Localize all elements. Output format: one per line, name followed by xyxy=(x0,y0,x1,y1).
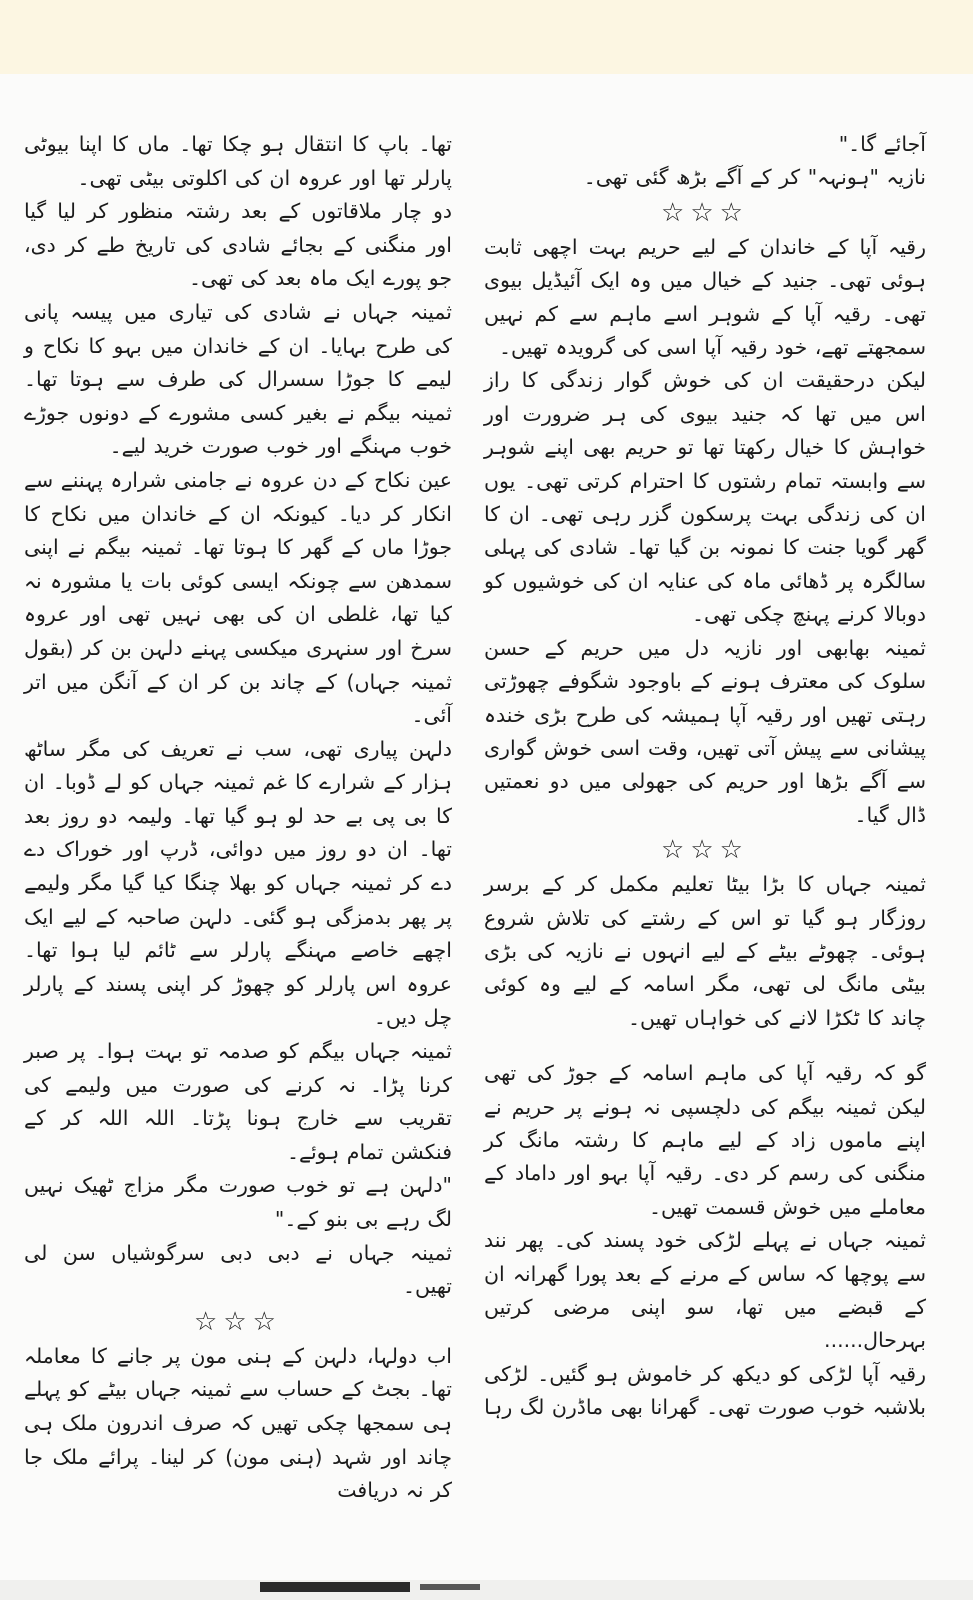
section-break-stars: ☆☆☆ xyxy=(661,197,749,228)
page xyxy=(0,74,973,1600)
paragraph: نازیہ "ہونہہ" کر کے آگے بڑھ گئی تھی۔ xyxy=(583,165,926,190)
right-column xyxy=(484,128,926,1425)
paragraph: ثمینہ جہاں نے دبی دبی سرگوشیاں سن لی تھیں۔ xyxy=(24,1240,452,1299)
paragraph: ثمینہ جہاں نے شادی کی تیاری میں پیسہ پانی کی طرح بہایا۔ ان کے خاندان میں بہو کا نکاح و لیمے کا جوڑا سسرال کی طرف سے ہوتا تھا۔ ثمینہ بیگم نے بغیر کسی مشورے کے دونوں جوڑے خوب مہنگے اور خوب صورت خرید لیے۔ xyxy=(24,299,452,459)
left-column xyxy=(24,128,452,1508)
paragraph: ثمینہ جہاں بیگم کو صدمہ تو بہت ہوا۔ پر صبر کرنا پڑا۔ نہ کرنے کی صورت میں ولیمے کی تقریب سے خارج ہونا پڑتا۔ اللہ اللہ کر کے فنکشن تمام ہوئے۔ xyxy=(24,1039,452,1164)
section-break-stars: ☆☆☆ xyxy=(661,835,749,866)
paragraph: آجائے گا۔" xyxy=(838,132,926,156)
paragraph: ثمینہ جہاں نے پہلے لڑکی خود پسند کی۔ پھر نند سے پوچھا کہ ساس کے مرنے کے بعد پورا گھرانہ ان کے قبضے میں تھا، سو اپنی مرضی کرتیں بہرحال...... xyxy=(484,1228,926,1353)
paragraph: لیکن درحقیقت ان کی خوش گوار زندگی کا راز اس میں تھا کہ جنید بیوی کی ہر ضرورت اور خواہش کا خیال رکھتا تھا تو حریم بھی اپنے شوہر سے وابستہ تمام رشتوں کا احترام کرتی تھی۔ یوں ان کی زندگی بہت پرسکون گزر رہی تھی۔ ان کا گھر گویا جنت کا نمونہ بن گیا تھا۔ شادی کی پہلی سالگرہ پر ڈھائی ماہ کی عنایہ ان کی خوشیوں کو دوبالا کرنے پہنچ چکی تھی۔ xyxy=(484,368,926,627)
paragraph: ثمینہ بھابھی اور نازیہ دل میں حریم کے حسن سلوک کی معترف ہونے کے باوجود شگوفے چھوڑتی رہتی تھیں اور رقیہ آپا ہمیشہ کی طرح بڑی خندہ پیشانی سے پیش آتی تھیں، وقت اسی خوش گواری سے آگے بڑھا اور حریم کی جھولی میں دو نعمتیں ڈال گیا۔ xyxy=(484,635,926,827)
paragraph: ثمینہ جہاں کا بڑا بیٹا تعلیم مکمل کر کے برسر روزگار ہو گیا تو اس کے رشتے کی تلاش شروع ہوئی۔ چھوٹے بیٹے کے لیے انہوں نے نازیہ کی بڑی بیٹی مانگ لی تھی، مگر اسامہ کے لیے وہ کوئی چاند کا ٹکڑا لانے کی خواہاں تھیں۔ xyxy=(484,872,926,1030)
paragraph: رقیہ آپا کے خاندان کے لیے حریم بہت اچھی ثابت ہوئی تھی۔ جنید کے خیال میں وہ ایک آئیڈیل بیوی تھی۔ رقیہ آپا کے شوہر اسے ماہم سے کم نہیں سمجھتے تھے، خود رقیہ آپا اسی کی گرویدہ تھیں۔ xyxy=(484,234,926,360)
paragraph: دو چار ملاقاتوں کے بعد رشتہ منظور کر لیا گیا اور منگنی کے بجائے شادی کی تاریخ طے کر دی، جو پورے ایک ماہ بعد کی تھی۔ xyxy=(24,199,452,291)
paragraph: "دلہن ہے تو خوب صورت مگر مزاج ٹھیک نہیں لگ رہے بی بنو کے۔" xyxy=(24,1173,452,1231)
bottom-strip xyxy=(0,1580,973,1600)
paragraph: رقیہ آپا لڑکی کو دیکھ کر خاموش ہو گئیں۔ لڑکی بلاشبہ خوب صورت تھی۔ گھرانا بھی ماڈرن لگ رہا xyxy=(484,1361,926,1420)
paragraph: گو کہ رقیہ آپا کی ماہم اسامہ کے جوڑ کی تھی لیکن ثمینہ بیگم کی دلچسپی نہ ہونے پر حریم نے اپنے ماموں زاد کے لیے ماہم کا رشتہ مانگ کر منگنی کی رسم کر دی۔ رقیہ آپا بہو اور داماد کے معاملے میں خوش قسمت تھیں۔ xyxy=(484,1061,926,1219)
paragraph: تھا۔ باپ کا انتقال ہو چکا تھا۔ ماں کا اپنا بیوٹی پارلر تھا اور عروہ ان کی اکلوتی بیٹی تھی۔ xyxy=(24,132,452,190)
page-footer-bar xyxy=(260,1582,410,1592)
paragraph: اب دولہا، دلہن کے ہنی مون پر جانے کا معاملہ تھا۔ بجٹ کے حساب سے ثمینہ جہاں بیٹے کو پہلے ہی سمجھا چکی تھیں کہ صرف اندرون ملک ہی چاند اور شہد (ہنی مون) کر لینا۔ پرائے ملک جا کر نہ دریافت xyxy=(24,1343,452,1503)
paragraph: عین نکاح کے دن عروہ نے جامنی شرارہ پہننے سے انکار کر دیا۔ کیونکہ ان کے خاندان میں نکاح کا جوڑا ماں کے گھر کا ہوتا تھا۔ ثمینہ بیگم نے اپنی سمدھن سے چونکہ ایسی کوئی بات یا مشورہ نہ کیا تھا، غلطی ان کی بھی نہیں تھی اور عروہ سرخ اور سنہری میکسی پہنے دلہن بن کر (بقول ثمینہ جہاں) کے چاند بن کر ان کے آنگن میں اتر آئی۔ xyxy=(24,467,452,728)
paragraph: دلہن پیاری تھی، سب نے تعریف کی مگر ساٹھ ہزار کے شرارے کا غم ثمینہ جہاں کو لے ڈوبا۔ ان کا بی پی بے حد لو ہو گیا تھا۔ ولیمہ دو روز بعد تھا۔ ان دو روز میں دوائی، ڈرپ اور خوراک دے دے کر ثمینہ جہاں کو بھلا چنگا کیا گیا مگر ولیمے پر پھر بدمزگی ہو گئی۔ دلہن صاحبہ کے لیے ایک اچھے خاصے مہنگے پارلر سے ٹائم لیا ہوا تھا۔ عروہ اس پارلر کو چھوڑ کر اپنی پسند کے پارلر چل دیں۔ xyxy=(24,736,452,1030)
section-break-stars: ☆☆☆ xyxy=(194,1306,282,1337)
page-footer-mark xyxy=(420,1584,480,1590)
top-banner xyxy=(0,0,973,74)
